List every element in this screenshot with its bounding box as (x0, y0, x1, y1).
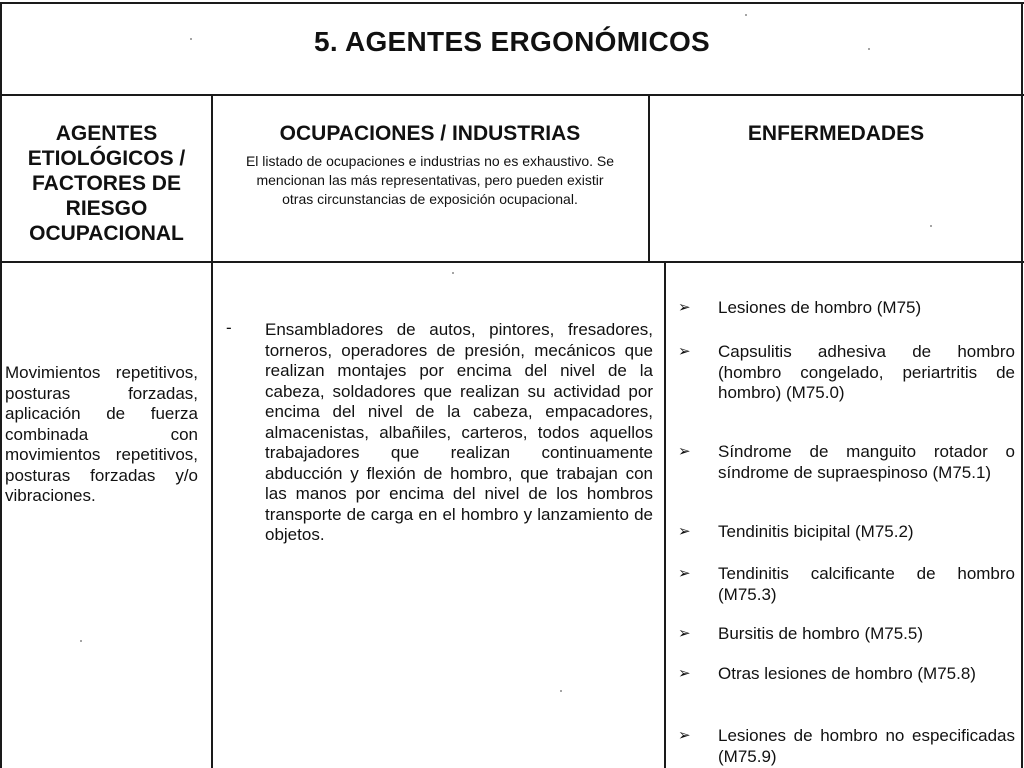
header-occupations: OCUPACIONES / INDUSTRIAS (279, 122, 581, 145)
header-agents (4, 121, 209, 246)
scan-speck (745, 14, 747, 16)
disease-item (678, 298, 1015, 319)
disease-text: Bursitis de hombro (M75.5) (718, 624, 924, 643)
table-border-left (0, 2, 2, 768)
scan-speck (80, 640, 82, 642)
disease-item (678, 442, 1015, 483)
table-border-right (1021, 2, 1023, 768)
scan-speck (560, 690, 562, 692)
page-title: 5. AGENTES ERGONÓMICOS (313, 26, 711, 57)
header-agents-line: FACTORES DE (32, 172, 181, 195)
occupations-cell: Ensambladores de autos, pintores, fresadores, torneros, operadores de presión, mecánicos que realizan montajes por encima del nivel de la cabeza, soldadores que realizan su actividad por encima del nivel de la cabeza, empacadores, almacenistas, albañiles, carteros, todos aquellos trabajadores que realizan continuamente abducción y flexión de hombro, que trabajan con las manos por encima del nivel de los hombros transporte de carga en el hombro y lanzamiento de objetos. (265, 320, 653, 544)
disease-text: Lesiones de hombro no especificadas (M75.9) (718, 726, 1015, 766)
arrow-bullet-icon: ➢ (678, 343, 691, 360)
arrow-bullet-icon: ➢ (678, 299, 691, 316)
disease-text: Lesiones de hombro (M75) (718, 298, 922, 317)
arrow-bullet-icon: ➢ (678, 727, 691, 744)
header-agents-line: OCUPACIONAL (29, 222, 184, 245)
occupation-bullet: - (226, 318, 232, 337)
scan-speck (452, 272, 454, 274)
disease-text: Tendinitis bicipital (M75.2) (718, 522, 914, 541)
scan-speck (930, 225, 932, 227)
column-divider-1 (211, 94, 213, 768)
header-occupations-note: El listado de ocupaciones e industrias no es exhaustivo. Se mencionan las más representativas, pero pueden existir otras circunstancias de exposición ocupacional. (245, 153, 615, 207)
disease-text: Síndrome de manguito rotador o síndrome de supraespinoso (M75.1) (718, 442, 1015, 482)
arrow-bullet-icon: ➢ (678, 565, 691, 582)
header-agents-line: AGENTES (55, 122, 158, 145)
disease-item (678, 624, 1015, 645)
disease-item (678, 342, 1015, 404)
arrow-bullet-icon: ➢ (678, 443, 691, 460)
scan-speck (190, 38, 192, 40)
arrow-bullet-icon: ➢ (678, 625, 691, 642)
header-diseases: ENFERMEDADES (747, 122, 925, 145)
header-agents-line: ETIOLÓGICOS / (27, 147, 186, 170)
disease-item (678, 522, 1015, 543)
column-divider-2-header (648, 94, 650, 262)
table-divider-title (0, 94, 1024, 96)
disease-item (678, 664, 1015, 685)
arrow-bullet-icon: ➢ (678, 665, 691, 682)
column-divider-2-body (664, 261, 666, 768)
disease-text: Tendinitis calcificante de hombro (M75.3) (718, 564, 1015, 604)
table-border-top (0, 2, 1024, 4)
table-divider-header (0, 261, 1024, 263)
disease-text: Otras lesiones de hombro (M75.8) (718, 664, 976, 683)
header-agents-line: RIESGO (65, 197, 148, 220)
disease-item (678, 564, 1015, 605)
arrow-bullet-icon: ➢ (678, 523, 691, 540)
disease-text: Capsulitis adhesiva de hombro (hombro congelado, periartritis de hombro) (M75.0) (718, 342, 1015, 402)
scan-speck (868, 48, 870, 50)
disease-item (678, 726, 1015, 767)
agent-cell: Movimientos repetitivos, posturas forzadas, aplicación de fuerza combinada con movimientos repetitivos, posturas forzadas y/o vibraciones. (5, 363, 198, 505)
